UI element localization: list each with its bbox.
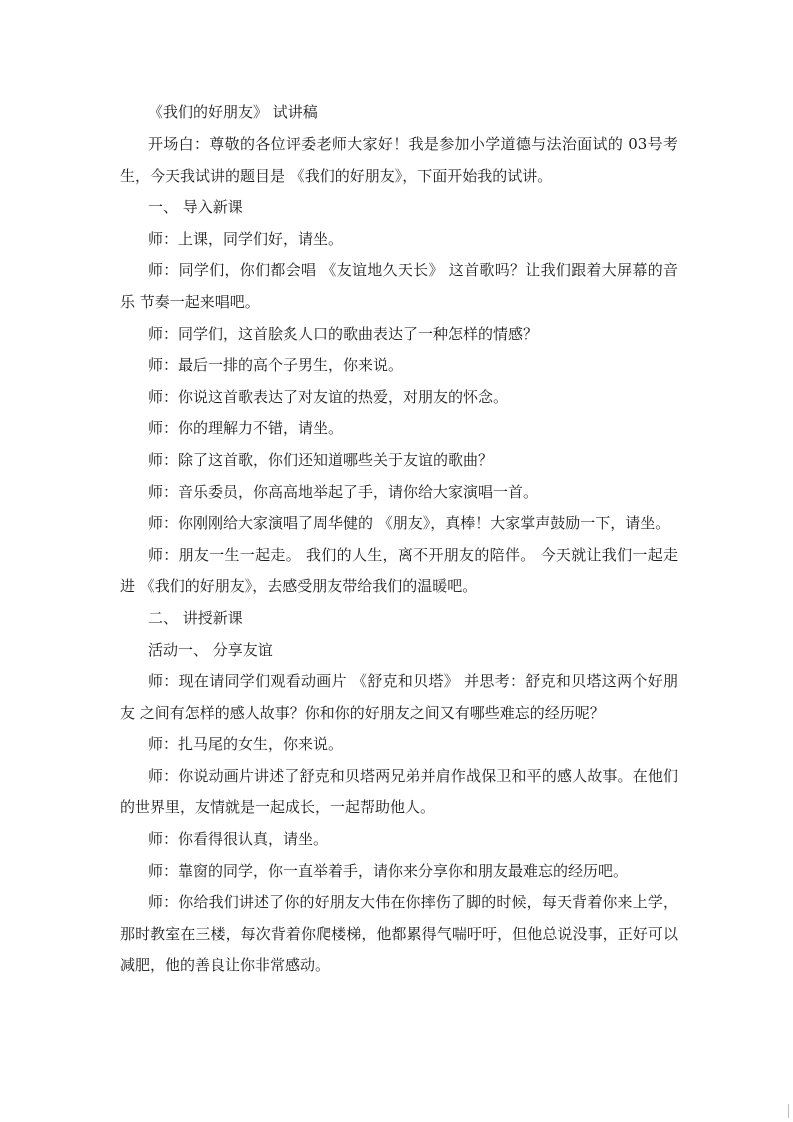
paragraph: 师：同学们，这首脍炙人口的歌曲表达了一种怎样的情感？: [148, 324, 539, 343]
section-heading-new-lesson: 二、 讲授新课: [148, 608, 243, 627]
paragraph: 师：现在请同学们观看动画片 《舒克和贝塔》 并思考：舒克和贝塔这两个好朋友 之间有怎样的感人故事？你和你的好朋友之间又有哪些难忘的经历呢？: [120, 672, 678, 722]
paragraph: 师：你说这首歌表达了对友谊的热爱，对朋友的怀念。: [148, 387, 509, 406]
page-edge-mark: [788, 1104, 789, 1118]
paragraph: 师：音乐委员，你高高地举起了手，请你给大家演唱一首。: [148, 482, 539, 501]
paragraph: 师：你看得很认真，请坐。: [148, 830, 329, 849]
activity-heading: 活动一、 分享友谊: [148, 640, 273, 659]
paragraph: 师：朋友一生一起走。 我们的人生，离不开朋友的陪伴。 今天就让我们一起走进 《我们的好朋友》，去感受朋友带给我们的温暖吧。: [120, 545, 678, 596]
paragraph: 师：你刚刚给大家演唱了周华健的 《朋友》，真棒！大家掌声鼓励一下，请坐。: [148, 514, 671, 533]
paragraph-opening: 开场白：尊敬的各位评委老师大家好！我是参加小学道德与法治面试的 03号考 生，今天我试讲的题目是 《我们的好朋友》，下面开始我的试讲。: [120, 135, 678, 185]
paragraph: 师：你给我们讲述了你的好朋友大伟在你摔伤了脚的时候，每天背着你来上学，那时教室在三楼，每次背着你爬楼梯，他都累得气喘吁吁，但他总说没事，正好可以减肥，他的善良让你非常感动。: [120, 893, 678, 975]
paragraph: 师：最后一排的高个子男生，你来说。: [148, 356, 404, 375]
paragraph: 师：你的理解力不错，请坐。: [148, 419, 344, 438]
paragraph: 师：你说动画片讲述了舒克和贝塔两兄弟并肩作战保卫和平的感人故事。在他们的世界里，友情就是一起成长，一起帮助他人。: [120, 766, 678, 817]
section-heading-intro: 一、 导入新课: [148, 198, 243, 217]
paragraph: 师：同学们，你们都会唱 《友谊地久天长》 这首歌吗？让我们跟着大屏幕的音乐 节奏一起来唱吧。: [120, 261, 678, 311]
document-title: 《我们的好朋友》 试讲稿: [148, 103, 318, 121]
paragraph: 师：除了这首歌，你们还知道哪些关于友谊的歌曲？: [148, 450, 494, 469]
paragraph: 师：靠窗的同学，你一直举着手，请你来分享你和朋友最难忘的经历吧。: [148, 861, 629, 880]
paragraph: 师：上课，同学们好，请坐。: [148, 229, 344, 248]
paragraph: 师：扎马尾的女生，你来说。: [148, 735, 344, 754]
document-body: [120, 129, 678, 982]
